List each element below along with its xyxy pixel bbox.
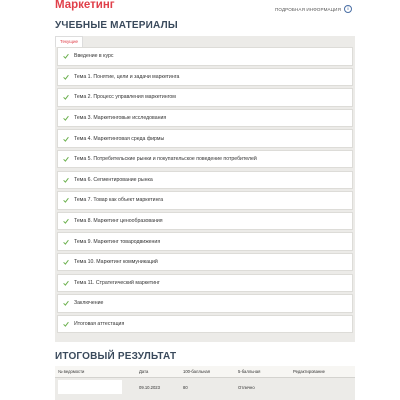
list-item[interactable] [57, 232, 353, 251]
list-item[interactable] [57, 171, 353, 190]
materials-panel [55, 36, 355, 342]
check-icon [63, 259, 69, 265]
list-item-label: Тема 2. Процесс управления маркетингом [74, 94, 176, 101]
column-header-date: Дата [139, 369, 149, 374]
list-item[interactable] [57, 191, 353, 210]
top-bar [0, 0, 400, 18]
materials-heading: УЧЕБНЫЕ МАТЕРИАЛЫ [55, 20, 178, 31]
list-item-label: Тема 4. Маркетинговая среда фирмы [74, 135, 165, 142]
score100-cell: 80 [183, 385, 188, 390]
list-item-label: Тема 6. Сегментирование рынка [74, 176, 153, 183]
check-icon [63, 94, 69, 100]
list-item[interactable] [57, 129, 353, 148]
column-header-score100: 100-балльная [183, 369, 210, 374]
details-label: ПОДРОБНАЯ ИНФОРМАЦИЯ [274, 6, 341, 12]
list-item[interactable] [57, 315, 353, 334]
date-cell: 09.10.2023 [139, 385, 160, 390]
list-item-label: Тема 8. Маркетинг ценообразования [74, 218, 163, 224]
list-item[interactable] [57, 47, 353, 66]
list-item-label: Тема 7. Товар как объект маркетинга [74, 197, 164, 204]
list-item-label: Тема 5. Потребительские рынки и покупательское поведение потребителей [74, 156, 257, 163]
check-icon [63, 53, 69, 59]
list-item[interactable] [57, 88, 353, 107]
list-item[interactable] [57, 109, 353, 128]
list-item[interactable] [57, 294, 353, 313]
details-link[interactable] [275, 5, 352, 13]
check-icon [63, 218, 69, 224]
list-item-label: Тема 10. Маркетинг коммуникаций [74, 259, 158, 266]
results-table [55, 366, 355, 400]
list-item[interactable] [57, 150, 353, 169]
list-item-label: Заключение [74, 300, 104, 307]
check-icon [63, 300, 69, 306]
check-icon [63, 321, 69, 327]
check-icon [63, 136, 69, 142]
info-icon[interactable]: i [344, 5, 352, 13]
check-icon [63, 197, 69, 203]
list-item[interactable] [57, 212, 353, 231]
list-item-label: Итоговая аттестация [74, 320, 125, 327]
list-item-label: Тема 1. Понятие, цели и задачи маркетинга [74, 73, 180, 80]
column-header-edit: Редактирование [293, 369, 325, 374]
tab-current[interactable]: Текущие [55, 36, 83, 47]
course-title: Маркетинг [55, 0, 115, 11]
list-item[interactable] [57, 274, 353, 293]
list-item-label: Тема 3. Маркетинговые исследования [74, 115, 167, 122]
score5-cell: Отлично [238, 385, 255, 390]
column-header-sheet-no: № ведомости [58, 369, 85, 374]
sheet-number-cell [58, 380, 122, 394]
list-item-label: Тема 11. Стратегический маркетинг [74, 279, 160, 286]
list-item[interactable] [57, 253, 353, 272]
list-item-label: Введение в курс [74, 53, 114, 60]
check-icon [63, 156, 69, 162]
check-icon [63, 74, 69, 80]
check-icon [63, 239, 69, 245]
check-icon [63, 280, 69, 286]
check-icon [63, 177, 69, 183]
result-heading: ИТОГОВЫЙ РЕЗУЛЬТАТ [55, 351, 177, 362]
list-item-label: Тема 9. Маркетинг товародвижения [74, 238, 161, 245]
results-header-row [55, 366, 355, 378]
column-header-score5: 5-балльная [238, 369, 261, 374]
materials-list [57, 47, 353, 333]
check-icon [63, 115, 69, 121]
list-item[interactable] [57, 68, 353, 87]
